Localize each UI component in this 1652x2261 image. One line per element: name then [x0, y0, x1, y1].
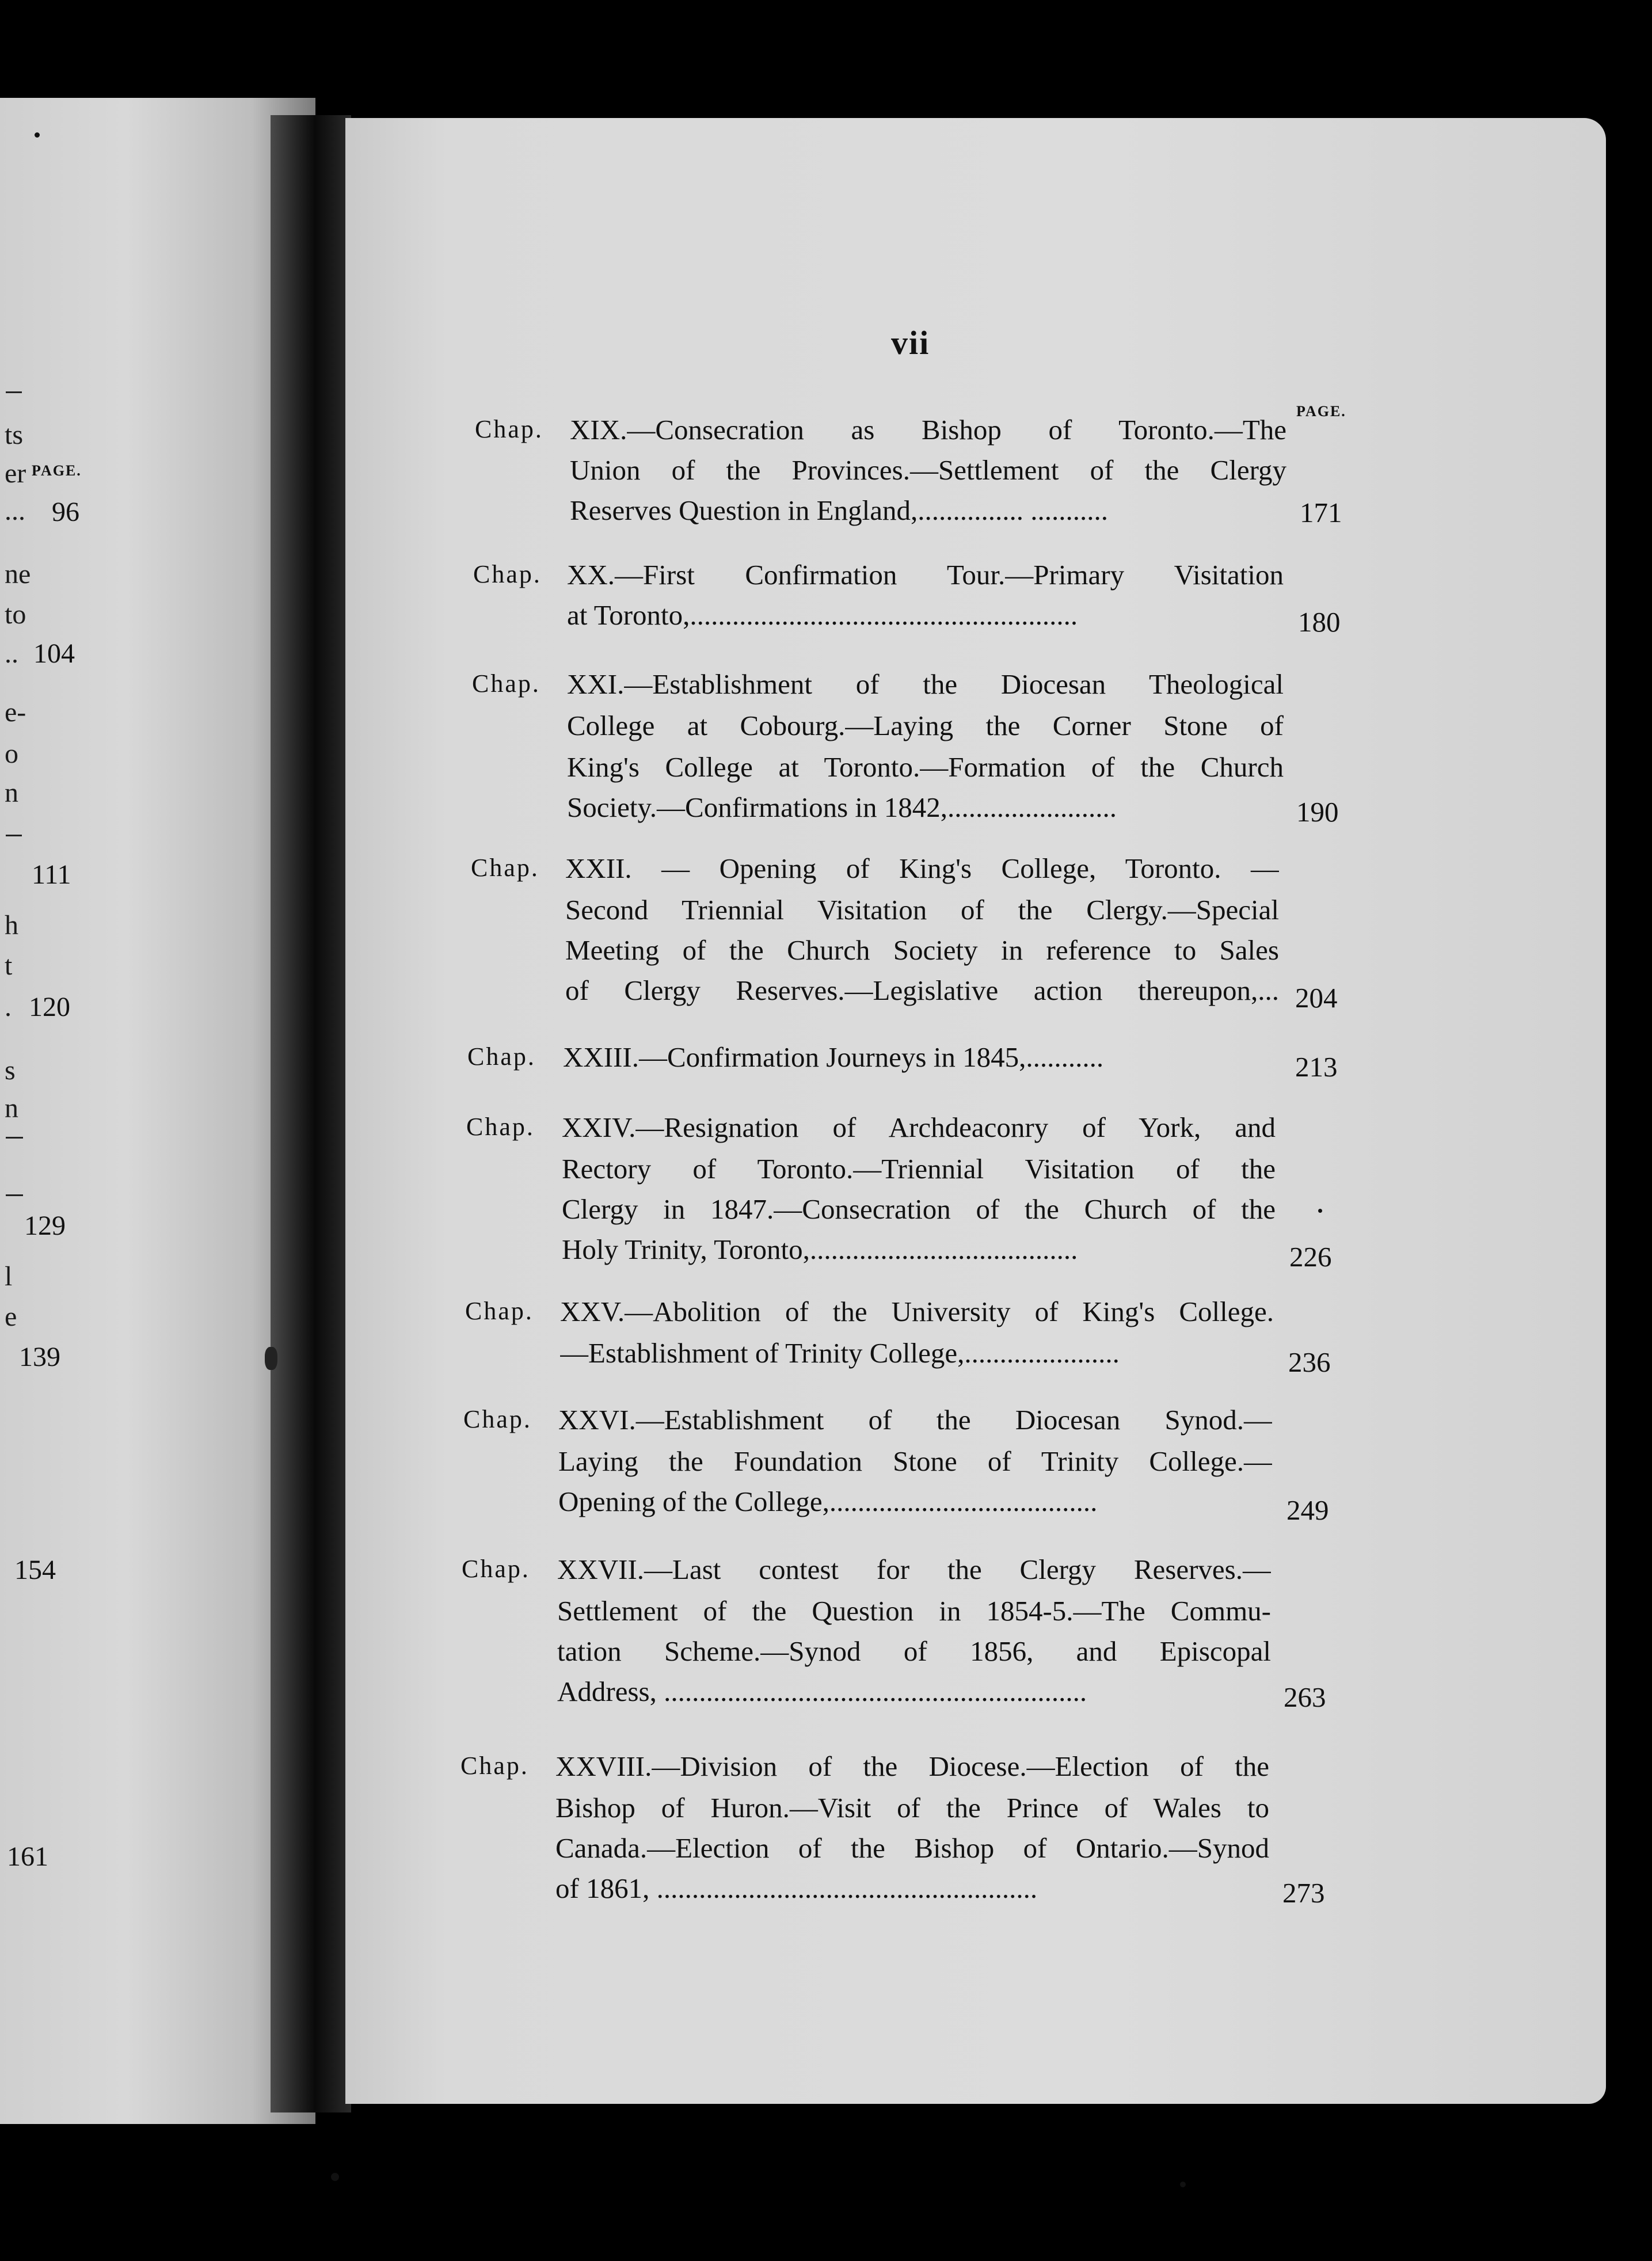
entry-line: XX.—First Confirmation Tour.—Primary Visitation [567, 559, 1284, 591]
entry-line: of 1861, ...................................................... [555, 1872, 1038, 1904]
facing-page-fragment: ... [5, 496, 25, 526]
entry-line: Laying the Foundation Stone of Trinity College.— [558, 1445, 1272, 1477]
facing-page-rule [6, 391, 22, 393]
facing-page-fragment: e- [5, 697, 26, 728]
scan-speck [1180, 2182, 1186, 2187]
entry-line: XXVIII.—Division of the Diocese.—Election of the [555, 1750, 1269, 1782]
chapter-label: Chap. [471, 854, 539, 882]
entry-line: Union of the Provinces.—Settlement of the Clergy [570, 454, 1286, 486]
facing-page-number: 96 [52, 497, 79, 527]
entry-line: Bishop of Huron.—Visit of the Prince of Wales to [555, 1792, 1269, 1824]
facing-page-fragment: s [5, 1055, 16, 1086]
facing-page-fragment: er [5, 458, 26, 489]
entry-line: Holy Trinity, Toronto,...................................... [562, 1234, 1078, 1265]
chapter-label: Chap. [463, 1405, 532, 1433]
facing-page-fragment: e [5, 1301, 17, 1332]
facing-page-number: 154 [14, 1555, 56, 1585]
chapter-label: Chap. [472, 669, 540, 698]
entry-page-number: 263 [1284, 1681, 1326, 1713]
facing-page-fragment: to [5, 599, 26, 630]
chapter-label: Chap. [460, 1752, 529, 1780]
facing-page-rule [6, 835, 22, 836]
facing-page-number: 161 [7, 1841, 48, 1872]
entry-line: —Establishment of Trinity College,...................... [560, 1337, 1120, 1369]
facing-page-number: 139 [19, 1342, 60, 1372]
facing-page-fragment: o [5, 739, 18, 769]
entry-line: XXIII.—Confirmation Journeys in 1845,........... [563, 1041, 1104, 1073]
entry-page-number: 236 [1288, 1346, 1331, 1378]
chapter-label: Chap. [467, 1042, 536, 1071]
scan-speck [331, 2173, 339, 2181]
page-column-header: PAGE. [1296, 403, 1346, 420]
entry-line: Address, ............................................................ [557, 1676, 1087, 1707]
book-gutter [271, 115, 351, 2112]
entry-page-number: 190 [1296, 796, 1339, 828]
entry-page-number: 213 [1295, 1051, 1338, 1083]
facing-page-fragment: h [5, 910, 18, 941]
facing-page-number: 129 [24, 1211, 66, 1241]
chapter-label: Chap. [473, 560, 542, 588]
entry-page-number: 180 [1298, 606, 1341, 638]
entry-page-number: 249 [1286, 1494, 1329, 1526]
entry-line: of Clergy Reserves.—Legislative action thereupon,... [565, 975, 1279, 1006]
entry-line: Meeting of the Church Society in reference to Sales [565, 934, 1279, 966]
entry-page-number: 171 [1300, 497, 1342, 528]
entry-page-number: 226 [1289, 1241, 1332, 1273]
entry-line: Opening of the College,...................................... [558, 1486, 1098, 1517]
facing-page-number: 120 [29, 992, 70, 1022]
facing-page-fragment: . [5, 992, 12, 1022]
facing-page-fragment: t [5, 950, 13, 981]
facing-page-fragment: ts [5, 420, 24, 450]
facing-page-fragment: n [5, 778, 18, 808]
entry-page-number: 204 [1295, 982, 1338, 1014]
facing-page-number: 111 [32, 859, 71, 890]
entry-line: XXII. — Opening of King's College, Toronto. — [565, 852, 1279, 884]
entry-line: XXV.—Abolition of the University of King's College. [560, 1296, 1274, 1327]
scan-speck [35, 132, 40, 138]
chapter-label: Chap. [475, 415, 543, 443]
entry-line: King's College at Toronto.—Formation of the Church [567, 751, 1284, 783]
facing-page-number: 104 [33, 638, 75, 669]
chapter-label: Chap. [465, 1297, 534, 1325]
entry-line: Rectory of Toronto.—Triennial Visitation of the [562, 1153, 1276, 1185]
facing-page-rule [6, 1137, 23, 1139]
entry-line: Reserves Question in England,............... ........... [570, 494, 1108, 526]
chapter-label: Chap. [462, 1555, 530, 1583]
scan-speck [265, 1347, 277, 1370]
chapter-label: Chap. [466, 1113, 535, 1141]
entry-line: XXI.—Establishment of the Diocesan Theological [567, 668, 1284, 700]
entry-line: College at Cobourg.—Laying the Corner Stone of [567, 710, 1284, 741]
entry-line: Second Triennial Visitation of the Clergy.—Special [565, 894, 1279, 926]
entry-line: Clergy in 1847.—Consecration of the Church of the [562, 1193, 1276, 1225]
entry-line: Canada.—Election of the Bishop of Ontario.—Synod [555, 1832, 1269, 1864]
facing-page-fragment: n [5, 1093, 18, 1124]
facing-page [0, 98, 315, 2124]
facing-page-fragment: ne [5, 559, 31, 589]
entry-line: XXIV.—Resignation of Archdeaconry of York, and [562, 1112, 1276, 1143]
entry-line: at Toronto,....................................................... [567, 599, 1078, 631]
entry-line: tation Scheme.—Synod of 1856, and Episcopal [557, 1635, 1271, 1667]
entry-line: XXVI.—Establishment of the Diocesan Synod.— [558, 1404, 1272, 1436]
facing-page-rule [6, 1194, 23, 1196]
entry-line: XXVII.—Last contest for the Clergy Reserves.— [557, 1554, 1271, 1585]
entry-line: XIX.—Consecration as Bishop of Toronto.—The [570, 414, 1286, 446]
facing-page-header: PAGE. [32, 462, 82, 479]
entry-line: Society.—Confirmations in 1842,........................ [567, 791, 1117, 823]
entry-line: Settlement of the Question in 1854-5.—The Commu- [557, 1595, 1271, 1627]
facing-page-fragment: .. [5, 638, 18, 669]
entry-page-number: 273 [1282, 1877, 1325, 1909]
scan-speck [1318, 1209, 1322, 1213]
page-folio: vii [891, 324, 930, 361]
facing-page-fragment: l [5, 1261, 13, 1292]
